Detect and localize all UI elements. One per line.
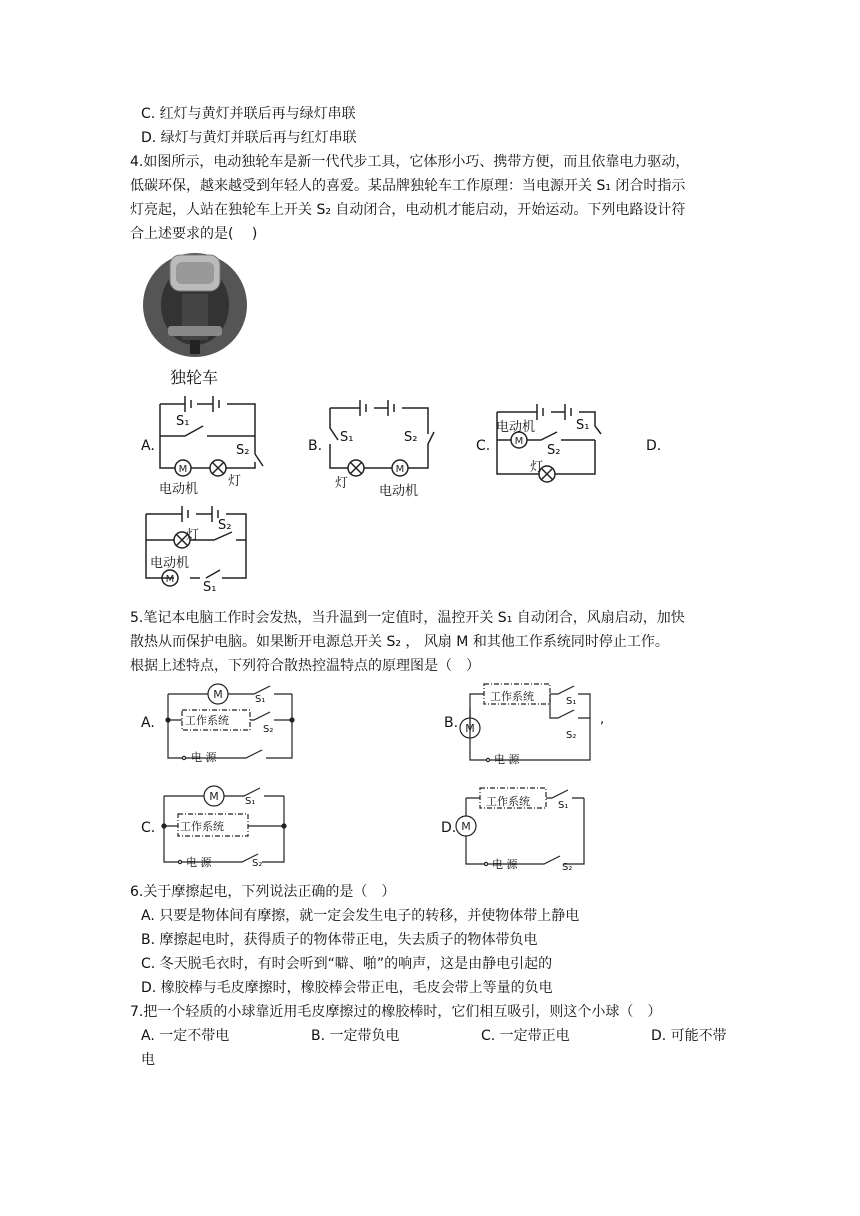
q5-option-b-label: B. [444, 715, 459, 731]
q4b-lamp-label: 灯 [335, 476, 349, 491]
q5a-s1-label: S₁ [255, 694, 266, 705]
q7-option-d-continued: 电 [141, 1052, 155, 1068]
q4-option-b-label: B. [308, 438, 323, 454]
q6-option-a: A. 只要是物体间有摩擦，就一定会发生电子的转移，并使物体带上静电 [141, 908, 580, 924]
q4a-s2-label: S₂ [236, 443, 250, 458]
q7-option-a: A. 一定不带电 [141, 1028, 230, 1044]
q7-option-d: D. 可能不带 [651, 1028, 727, 1044]
q4c-s2-label: S₂ [547, 443, 561, 458]
svg-text:M: M [178, 464, 188, 475]
q4d-s2-label: S₂ [218, 518, 232, 533]
q4-stem-line-1: 4.如图所示，电动独轮车是新一代代步工具，它体形小巧、携带方便，而且依靠电力驱动， [130, 154, 690, 170]
q4b-s1-label: S₁ [340, 430, 354, 445]
q5a-power-label: 电 源 [191, 751, 217, 764]
q5b-s2-label: S₂ [566, 730, 577, 741]
q3-option-c: C. 红灯与黄灯并联后再与绿灯串联 [141, 106, 356, 122]
q4d-motor-label: 电动机 [150, 556, 190, 571]
q5-option-d-label: D. [441, 820, 457, 836]
q4-option-a-label: A. [141, 438, 155, 454]
q4b-s2-label: S₂ [404, 430, 418, 445]
q4c-s1-label: S₁ [576, 418, 590, 433]
q5-option-c-label: C. [141, 820, 156, 836]
q5c-s1-label: S₁ [245, 796, 256, 807]
q4-stem-line-3: 灯亮起，人站在独轮车上开关 S₂ 自动闭合，电动机才能启动，开始运动。下列电路设计符 [130, 202, 686, 218]
q5-stem-line-1: 5.笔记本电脑工作时会发热，当升温到一定值时，温控开关 S₁ 自动闭合，风扇启动，加快 [130, 610, 685, 626]
q7-option-c: C. 一定带正电 [481, 1028, 570, 1044]
figure-caption: 独轮车 [170, 368, 219, 387]
q4-option-d-label: D. [646, 438, 662, 454]
q5a-s2-label: S₂ [263, 724, 274, 735]
svg-text:M: M [465, 722, 475, 735]
q4a-s1-label: S₁ [176, 414, 190, 429]
q5d-power-label: 电 源 [492, 858, 518, 871]
svg-text:M: M [514, 436, 524, 447]
q4-option-c-label: C. [476, 438, 491, 454]
q5b-work-system-label: 工作系统 [490, 690, 534, 703]
q5b-comma: , [600, 712, 605, 727]
q7-option-b: B. 一定带负电 [311, 1028, 400, 1044]
svg-text:M: M [395, 464, 405, 475]
q5d-s2-label: S₂ [562, 862, 573, 873]
q3-option-d: D. 绿灯与黄灯并联后再与红灯串联 [141, 130, 357, 146]
q4c-motor-label: 电动机 [496, 420, 536, 435]
svg-text:M: M [213, 688, 223, 701]
q4c-lamp-label: 灯 [530, 460, 544, 475]
q6-option-b: B. 摩擦起电时，获得质子的物体带正电，失去质子的物体带负电 [141, 932, 538, 948]
svg-text:M: M [461, 820, 471, 833]
q7-stem: 7.把一个轻质的小球靠近用毛皮摩擦过的橡胶棒时，它们相互吸引，则这个小球（ ） [130, 1004, 662, 1020]
q4d-lamp-label: 灯 [186, 528, 200, 543]
q5c-work-system-label: 工作系统 [180, 820, 224, 833]
q5a-work-system-label: 工作系统 [185, 714, 229, 727]
q6-stem: 6.关于摩擦起电，下列说法正确的是（ ） [130, 884, 396, 900]
q4a-motor-label: 电动机 [159, 482, 199, 497]
q6-option-c: C. 冬天脱毛衣时，有时会听到“噼、啪”的响声，这是由静电引起的 [141, 956, 553, 972]
svg-text:M: M [209, 790, 219, 803]
q6-option-d: D. 橡胶棒与毛皮摩擦时，橡胶棒会带正电，毛皮会带上等量的负电 [141, 980, 553, 996]
q5d-work-system-label: 工作系统 [486, 795, 530, 808]
q4-stem-line-4: 合上述要求的是( ) [130, 226, 258, 242]
q4b-motor-label: 电动机 [379, 484, 419, 499]
q4-circuit-d [142, 500, 257, 592]
svg-text:M: M [165, 574, 175, 585]
q4a-lamp-label: 灯 [228, 474, 242, 489]
q5-option-a-label: A. [141, 715, 155, 731]
q5d-s1-label: S₁ [558, 800, 569, 811]
q4d-s1-label: S₁ [203, 580, 217, 595]
q5c-power-label: 电 源 [186, 856, 212, 869]
q5c-s2-label: S₂ [252, 858, 263, 869]
q4-stem-line-2: 低碳环保，越来越受到年轻人的喜爱。某品牌独轮车工作原理：当电源开关 S₁ 闭合时指示 [130, 178, 686, 194]
q5b-power-label: 电 源 [494, 753, 520, 766]
q5-stem-line-2: 散热从而保护电脑。如果断开电源总开关 S₂ ， 风扇 M 和其他工作系统同时停止工作。 [130, 634, 669, 650]
q5b-s1-label: S₁ [566, 696, 577, 707]
q5-stem-line-3: 根据上述特点，下列符合散热控温特点的原理图是（ ） [130, 658, 480, 674]
